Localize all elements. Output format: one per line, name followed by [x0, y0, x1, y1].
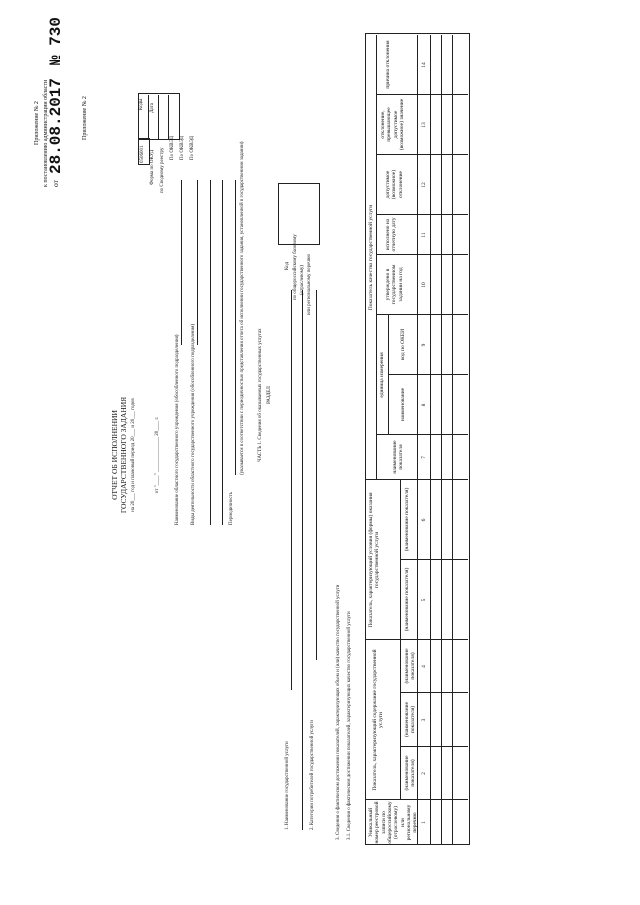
annex-line1: Приложение № 2 [34, 101, 40, 145]
registry-label: по Сводному реестру [160, 147, 165, 193]
right-box-label-4: или региональному перечню [307, 253, 312, 315]
date-label: Дата [150, 103, 155, 113]
right-box-label-3: (отраслевому) [300, 264, 305, 295]
header-exceeding-deviation: отклонение, превышающее допустимое (возможное) значение [380, 98, 405, 151]
col-num-6: 6 [421, 518, 427, 522]
subheader-name-2: (наименование показателя) [404, 755, 417, 791]
okved-label-3: По ОКВЭД [190, 136, 195, 160]
col-num-10: 10 [421, 282, 427, 288]
codes-header: Коды [139, 98, 144, 110]
service-code-box [278, 183, 320, 245]
consumer-category-label: 2. Категории потребителей государственной услуги [310, 720, 315, 830]
header-approved: утверждено в государственном задании на год [385, 264, 404, 305]
header-conditions-indicator: Показатель, характеризующий условия (формы) оказания государственной услуги [368, 492, 381, 628]
part-title: ЧАСТЬ 1. Сведения об оказываемых государственных услугах [258, 328, 263, 462]
title-period: на 20___ год и плановый период 20___ и 20___ годов [131, 398, 136, 512]
col-num-8: 8 [421, 403, 427, 407]
col-num-5: 5 [421, 598, 427, 602]
subheader-name-5: (наименование показателя) [404, 567, 410, 632]
codes-box [138, 93, 180, 140]
header-allowed-deviation: допустимое (возможное) отклонение [385, 169, 404, 200]
institution-name-label: Наименование областного государственного учреждения (обособленного подразделения) [175, 334, 180, 525]
title-from: от "____" ______________ 20____ г. [155, 416, 160, 494]
subheader-name-6: (наименование показателя) [404, 487, 410, 552]
annex-number: № 730 [47, 16, 65, 65]
periodicity-label: Периодичность [229, 491, 234, 525]
subheader-name-4: (наименование показателя) [404, 648, 417, 684]
header-registry-number: Уникальный номер реестровой записи по общероссийскому (отраслевому) или региональному перечню [368, 801, 419, 844]
col-num-11: 11 [421, 232, 427, 238]
activity-types-label: Виды деятельности областного государственного учреждения (обособленного подразделения) [191, 323, 196, 525]
title-line1: ОТЧЕТ ОБ ИСПОЛНЕНИИ [110, 410, 119, 500]
item31-label: 3.1. Сведения о фактическом достижении показателей, характеризующих качество государственной услуги [347, 611, 352, 840]
annex-date: 28.08.2017 [47, 77, 65, 174]
header-unit-name: наименование [400, 387, 406, 422]
okud-label: Форма по ОКУД [150, 149, 155, 185]
okved-label-2: По ОКВЭД [180, 136, 185, 160]
header-unit: единица измерения [379, 352, 385, 398]
col-num-9: 9 [421, 343, 427, 347]
col-num-7: 7 [421, 456, 427, 459]
title-line2: ГОСУДАРСТВЕННОГО ЗАДАНИЯ [119, 396, 128, 514]
right-box-label-1: Код [285, 262, 290, 270]
annex-line4: Приложение № 2 [82, 96, 88, 140]
col-num-1: 1 [421, 821, 427, 824]
header-content-indicator: Показатель, характеризующий содержание государственной услуги [372, 649, 385, 791]
header-executed: исполнено на отчетную дату [385, 217, 398, 252]
subheader-name-3: (наименование показателя) [404, 701, 417, 738]
item3-label: 3. Сведения о фактическом достижении показателей, характеризующих объем и (или) качество государственной услуги [336, 584, 341, 840]
col-num-13: 13 [421, 122, 427, 128]
periodicity-hint: (указывается в соответствии с периодичностью представления отчета об исполнении государственного задания, установленной в государственном задании) [240, 141, 245, 475]
col-num-2: 2 [421, 772, 427, 775]
okved-label-1: По ОКВЭД [170, 136, 175, 160]
service-name-label: 1. Наименование государственной услуги [285, 741, 290, 830]
col-num-12: 12 [421, 182, 427, 188]
header-quality-indicator: Показатель качества государственной услуги [368, 204, 374, 311]
section-title: РАЗДЕЛ [267, 386, 272, 404]
annex-date-prefix: от [51, 180, 60, 187]
annex-line2: к постановлению администрации области [43, 79, 49, 187]
col-num-14: 14 [421, 62, 427, 68]
header-indicator-name: наименование показателя [392, 440, 405, 474]
header-unit-code: код по ОКЕИ [400, 328, 406, 361]
okud-value: 0506001 [140, 145, 145, 163]
col-num-3: 3 [421, 718, 427, 722]
header-deviation-reason: причина отклонения [385, 40, 391, 89]
col-num-4: 4 [421, 665, 427, 668]
right-box-label-2: по общероссийскому базовому [293, 234, 298, 300]
